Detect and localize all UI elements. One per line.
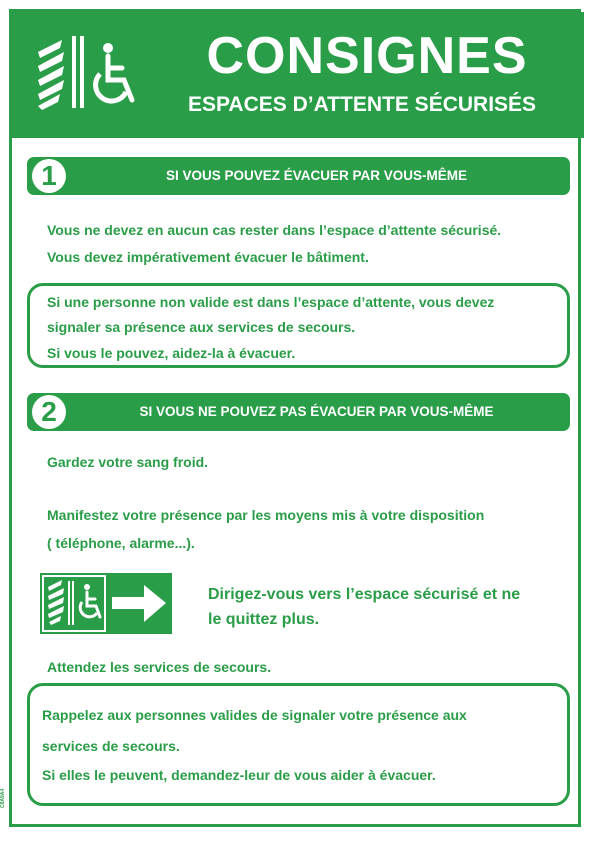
header-banner (12, 12, 584, 138)
section-2-bar (27, 393, 570, 431)
arrow-right-icon (112, 585, 166, 622)
fire-flames-icon (38, 40, 64, 110)
section-2-title: SI VOUS NE POUVEZ PAS ÉVACUER PAR VOUS-MÊME (139, 404, 494, 419)
section-1-line-1: Vous ne devez en aucun cas rester dans l’espace d’attente sécurisé. (47, 222, 502, 238)
page-subtitle: ESPACES D’ATTENTE SÉCURISÉS (187, 93, 537, 116)
section-2-line-4: Attendez les services de secours. (47, 659, 272, 675)
direction-line-2: le quittez plus. (208, 611, 320, 628)
wheelchair-icon (96, 43, 132, 101)
direction-line-1: Dirigez-vous vers l’espace sécurisé et ne (208, 586, 521, 603)
section-1-box-line-2: signaler sa présence aux services de secours. (47, 319, 356, 335)
section-2-line-3: ( téléphone, alarme...). (47, 535, 195, 551)
section-1-box-line-1: Si une personne non valide est dans l’espace d’attente, vous devez (47, 294, 495, 310)
section-2-box-line-2: services de secours. (42, 738, 180, 754)
section-2-box-line-1: Rappelez aux personnes valides de signaler votre présence aux (42, 707, 467, 723)
section-1-box-line-3: Si vous le pouvez, aidez-la à évacuer. (47, 345, 296, 361)
header-icons (34, 30, 144, 125)
section-2-box-line-3: Si elles le peuvent, demandez-leur de vous aider à évacuer. (42, 767, 436, 783)
section-2-number: 2 (32, 395, 66, 429)
section-1-title: SI VOUS POUVEZ ÉVACUER PAR VOUS-MÊME (165, 168, 468, 183)
wheelchair-icon (80, 584, 100, 617)
section-1-bar (27, 157, 570, 195)
section-2-line-2: Manifestez votre présence par les moyens mis à votre disposition (47, 507, 485, 523)
fire-flames-icon (48, 580, 64, 625)
section-1-number: 1 (32, 159, 66, 193)
page-title: CONSIGNES (206, 27, 528, 85)
section-1-line-2: Vous devez impérativement évacuer le bâtiment. (47, 249, 369, 265)
section-2-line-1: Gardez votre sang froid. (47, 454, 209, 470)
safe-area-direction-sign (40, 573, 172, 634)
reference-code: C8A9A4 (0, 788, 6, 808)
divider-bars (72, 36, 84, 108)
